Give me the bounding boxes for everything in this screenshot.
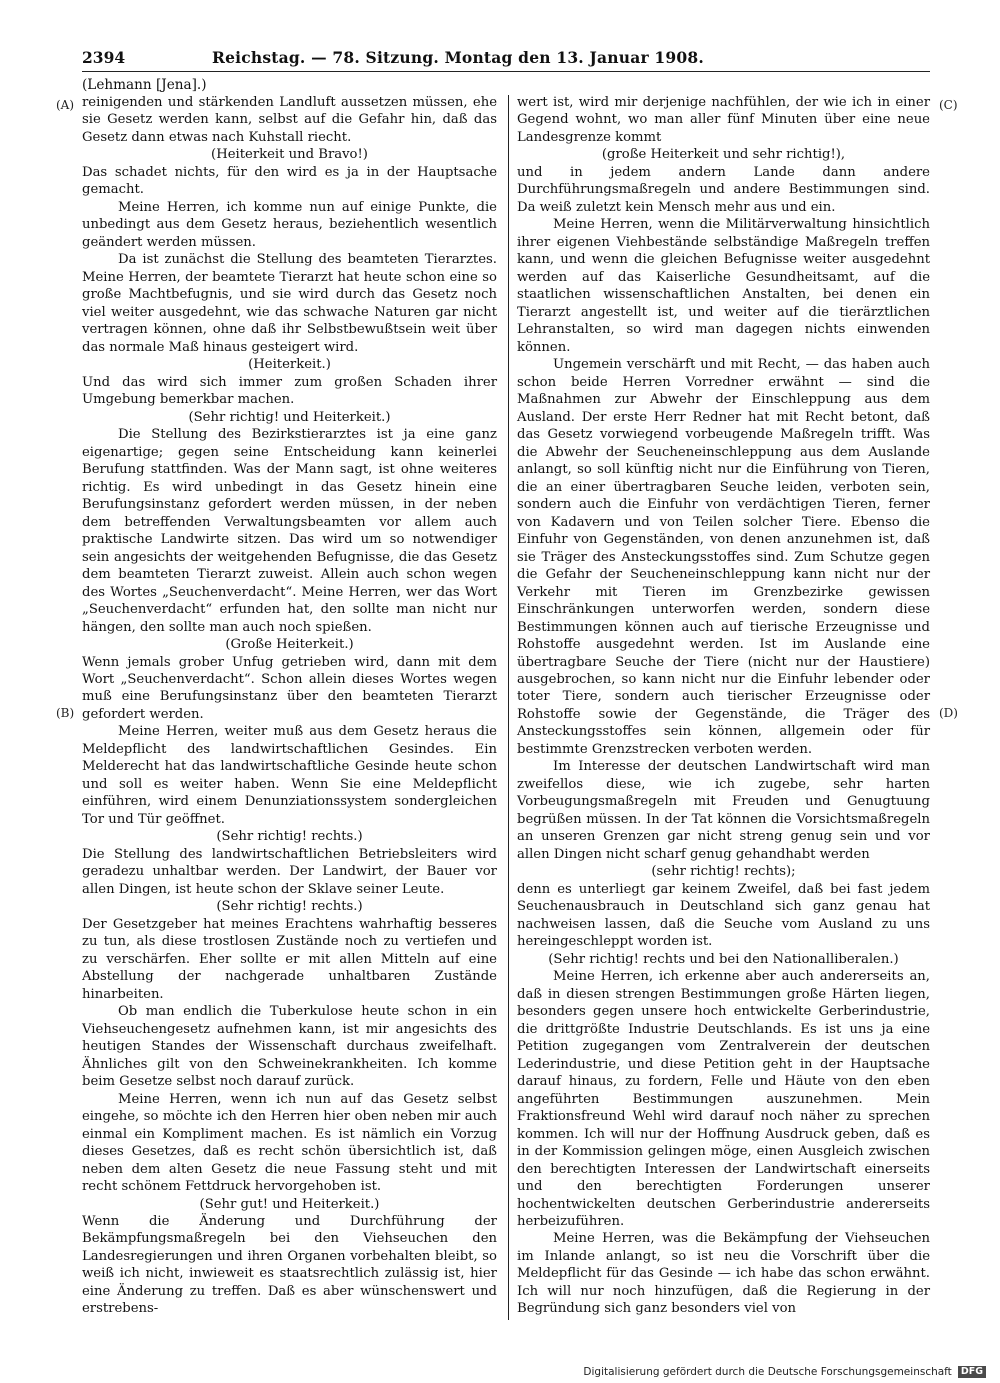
- paragraph: Meine Herren, was die Bekämpfung der Viehseuchen im Inlande anlangt, so ist neu die Vorschrift über die Meldepflicht für das Gesinde — ich habe das schon erwähnt. Ich will nur noch hinzufügen, daß die Regierung in der Begründung sich ganz besonders viel von: [517, 1231, 930, 1317]
- right-column-body: [517, 94, 930, 1318]
- paragraph: Da ist zunächst die Stellung des beamteten Tierarztes. Meine Herren, der beamtete Tierarzt hat heute schon eine so große Machtbefugnis, und sie wird durch das Gesetz noch viel weiter ausgedehnt, wie das schwache Naturen gar nicht vertragen können, ohne daß ihr Selbstbewußtsein weit über das normale Maß hinaus gesteigert wird.: [82, 252, 497, 355]
- paragraph: Meine Herren, weiter muß aus dem Gesetz heraus die Meldepflicht des landwirtschaftlichen Gesindes. Ein Melderecht hat das landwirtschaftliche Gesinde heute schon und soll es weiter haben. Wenn Sie eine Meldepflicht einführen, wird einem Denunziationssystem sondergleichen Tor und Tür geöffnet.: [82, 724, 497, 827]
- page-number: 2394: [82, 48, 126, 67]
- paragraph: wert ist, wird mir derjenige nachfühlen, der wie ich in einer Gegend wohnt, wo man aller fünf Minuten über eine neue Landesgrenze kommt: [517, 95, 930, 145]
- paragraph: Meine Herren, wenn die Militärverwaltung hinsichtlich ihrer eigenen Viehbestände selbständige Maßregeln treffen kann, und wenn die gleichen Befugnisse weiter ausgedehnt werden auf das Kaiserliche Gesundheitsamt, auf die staatlichen wissenschaftlichen Anstalten, bei denen ein Tierarzt angestellt ist, und weiter auf die tierärztlichen Lehranstalten, so wird man dagegen nichts einwenden können.: [517, 217, 930, 355]
- margin-mark-c: (C): [939, 98, 958, 112]
- margin-mark-b: (B): [56, 706, 75, 720]
- interjection: (Heiterkeit und Bravo!): [211, 147, 368, 163]
- paragraph: Wenn die Änderung und Durchführung der Bekämpfungsmaßregeln bei den Viehseuchen den Landesregierungen und ihren Organen vorbehalten bleibt, so weiß ich nicht, inwieweit es staatsrechtlich zulässig ist, hier eine Änderung zu treffen. Daß es aber wünschenswert und erstrebens-: [82, 1214, 497, 1317]
- interjection: (Sehr richtig! rechts.): [216, 899, 363, 915]
- paragraph: Im Interesse der deutschen Landwirtschaft wird man zweifellos diese, wie ich zugebe, sehr harten Vorbeugungsmaßregeln mit Freuden und Genugtuung begrüßen müssen. In der Tat können die Vorsichtsmaßregeln an unseren Grenzen gar nicht streng genug sein und vor allen Dingen nicht scharf genug gehandhabt werden: [517, 759, 930, 862]
- page-header: [82, 46, 930, 70]
- interjection: (Sehr gut! und Heiterkeit.): [199, 1196, 380, 1212]
- dfg-logo: DFG: [958, 1366, 986, 1378]
- left-column: [82, 76, 497, 1318]
- interjection: (Sehr richtig! rechts und bei den Nationalliberalen.): [548, 951, 899, 967]
- margin-mark-a: (A): [56, 98, 75, 112]
- paragraph: Wenn jemals grober Unfug getrieben wird, dann mit dem Wort „Seuchenverdacht“. Schon allein dieses Wortes wegen muß eine Berufungsinstanz über den beamteten Tierarzt gefordert werden.: [82, 654, 497, 722]
- header-rule: [82, 71, 930, 72]
- margin-mark-d: (D): [939, 706, 958, 720]
- paragraph: Die Stellung des Bezirkstierarztes ist ja eine ganz eigenartige; gegen seine Entscheidung kann keinerlei Berufung stattfinden. Was der Mann sagt, ist ohne weiteres richtig. Es wird unbedingt in das Gesetz hinein eine Berufungsinstanz gefordert werden müssen, in der neben dem betreffenden Verwaltungsbeamten vor allem auch praktische Landwirte sitzen. Das wird um so notwendiger sein angesichts der weitgehenden Befugnisse, die das Gesetz dem beamteten Tierarzt zuweist. Allein auch schon wegen des Wortes „Seuchenverdacht“. Meine Herren, wer das Wort „Seuchenverdacht“ erfunden hat, den sollte man nicht nur hängen, den sollte man auch noch spießen.: [82, 427, 497, 635]
- paragraph: und in jedem andern Lande dann andere Durchführungsmaßregeln und andere Bestimmungen sind. Da weiß zuletzt kein Mensch mehr aus und ein.: [517, 164, 930, 215]
- speaker-attribution: (Lehmann [Jena].): [82, 77, 207, 93]
- paragraph: Ob man endlich die Tuberkulose heute schon in ein Viehseuchengesetz aufnehmen kann, ist mir angesichts des heutigen Standes der Wissenschaft durchaus zweifelhaft. Ähnliches gilt von den Schweinekrankheiten. Ich komme beim Gesetze selbst noch darauf zurück.: [82, 1004, 497, 1090]
- running-head: Reichstag. — 78. Sitzung. Montag den 13. Januar 1908.: [212, 48, 704, 67]
- footer-text: Digitalisierung gefördert durch die Deutsche Forschungsgemeinschaft: [583, 1366, 952, 1378]
- paragraph: reinigenden und stärkenden Landluft aussetzen müssen, ehe sie Gesetz werden kann, selbst auf die Gefahr hin, daß das Gesetz dann etwas nach Kuhstall riecht.: [82, 95, 497, 145]
- paragraph: Das schadet nichts, für den wird es ja in der Hauptsache gemacht.: [82, 164, 497, 198]
- digitization-footer: [583, 1365, 986, 1379]
- paragraph: denn es unterliegt gar keinem Zweifel, daß bei fast jedem Seuchenausbrauch in Deutschland sich ganz genau hat nachweisen lassen, daß die Seuche vom Ausland zu uns hereingeschleppt worden ist.: [517, 881, 930, 950]
- paragraph: Und das wird sich immer zum großen Schaden ihrer Umgebung bemerkbar machen.: [82, 374, 497, 408]
- paragraph: Ungemein verschärft und mit Recht, — das haben auch schon beide Herren Vorredner erwähnt — sind die Maßnahmen zur Abwehr der Einschleppung aus dem Ausland. Der erste Herr Redner hat mit Recht betont, daß das Gesetz vorwiegend vorbeugende Maßregeln trifft. Was die Abwehr der Seucheneinschleppung aus dem Auslande anlangt, so soll künftig nicht nur die Einführung von Tieren, die an einer übertragbaren Seuche leiden, verboten sein, sondern auch die Einfuhr von verdächtigen Tieren, ferner von Kadavern und von Teilen solcher Tiere. Ebenso die Einfuhr von Gegenständen, von denen anzunehmen ist, daß sie Träger des Ansteckungsstoffes sind. Zum Schutze gegen die Gefahr der Seucheneinschleppung kann nicht nur der Verkehr mit Tieren im Grenzbezirke gewissen Einschränkungen unterworfen werden, sondern diese Bestimmungen können auch auf tierische Erzeugnisse und Rohstoffe ausgedehnt werden. Ist im Auslande eine übertragbare Seuche der Tiere (nicht nur der Haustiere) ausgebrochen, so kann nicht nur die Einfuhr lebender oder toter Tiere, sondern auch tierischer Erzeugnisse oder Rohstoffe sowie der Gegenstände, die Träger des Ansteckungsstoffes sein können, allgemein oder für bestimmte Grenzstrecken verboten werden.: [517, 357, 930, 757]
- paragraph: Meine Herren, ich erkenne aber auch andererseits an, daß in diesen strengen Bestimmungen große Härten liegen, besonders gegen unsere hoch entwickelte Gerberindustrie, die drittgrößte Industrie Deutschlands. Es ist uns ja eine Petition zugegangen vom Zentralverein der deutschen Lederindustrie, und diese Petition geht in der Hauptsache darauf hinaus, zu fordern, Felle und Häute von den eben angeführten Bestimmungen auszunehmen. Mein Fraktionsfreund Wehl wird darauf noch näher zu sprechen kommen. Ich will nur der Hoffnung Ausdruck geben, daß es in der Kommission gelingen möge, einen Ausgleich zwischen den berechtigten Interessen der Landwirtschaft einerseits und den berechtigten Forderungen unserer hochentwickelten deutschen Gerberindustrie andererseits herbeizuführen.: [517, 969, 930, 1229]
- paragraph: Meine Herren, ich komme nun auf einige Punkte, die unbedingt aus dem Gesetz heraus, beziehentlich wesentlich geändert werden müssen.: [82, 199, 497, 250]
- column-divider: [508, 95, 509, 1320]
- paragraph: Die Stellung des landwirtschaftlichen Betriebsleiters wird geradezu unhaltbar werden. Der Landwirt, der Bauer vor allen Dingen, ist heute schon der Sklave seiner Leute.: [82, 846, 497, 897]
- left-column-body: [82, 94, 497, 1318]
- paragraph: Meine Herren, wenn ich nun auf das Gesetz selbst eingehe, so möchte ich den Herren hier oben neben mir auch einmal ein Kompliment machen. Es ist nämlich ein Vorzug dieses Gesetzes, daß es recht schön übersichtlich ist, daß neben dem alten Gesetz die neue Fassung steht und mit recht schönem Fettdruck hervorgehoben ist.: [82, 1091, 497, 1195]
- interjection: (Heiterkeit.): [248, 357, 331, 373]
- interjection: (Große Heiterkeit.): [225, 637, 354, 653]
- interjection: (sehr richtig! rechts);: [651, 864, 796, 880]
- right-column: [517, 94, 930, 1318]
- paragraph: Der Gesetzgeber hat meines Erachtens wahrhaftig besseres zu tun, als diese trostlosen Zustände noch zu vertiefen und zu verschärfen. Eher sollte er mit allen Mitteln auf eine Abstellung der nachgerade unhaltbaren Zustände hinarbeiten.: [82, 916, 497, 1002]
- interjection: (große Heiterkeit und sehr richtig!),: [601, 147, 846, 163]
- interjection: (Sehr richtig! rechts.): [216, 829, 363, 845]
- interjection: (Sehr richtig! und Heiterkeit.): [188, 409, 391, 425]
